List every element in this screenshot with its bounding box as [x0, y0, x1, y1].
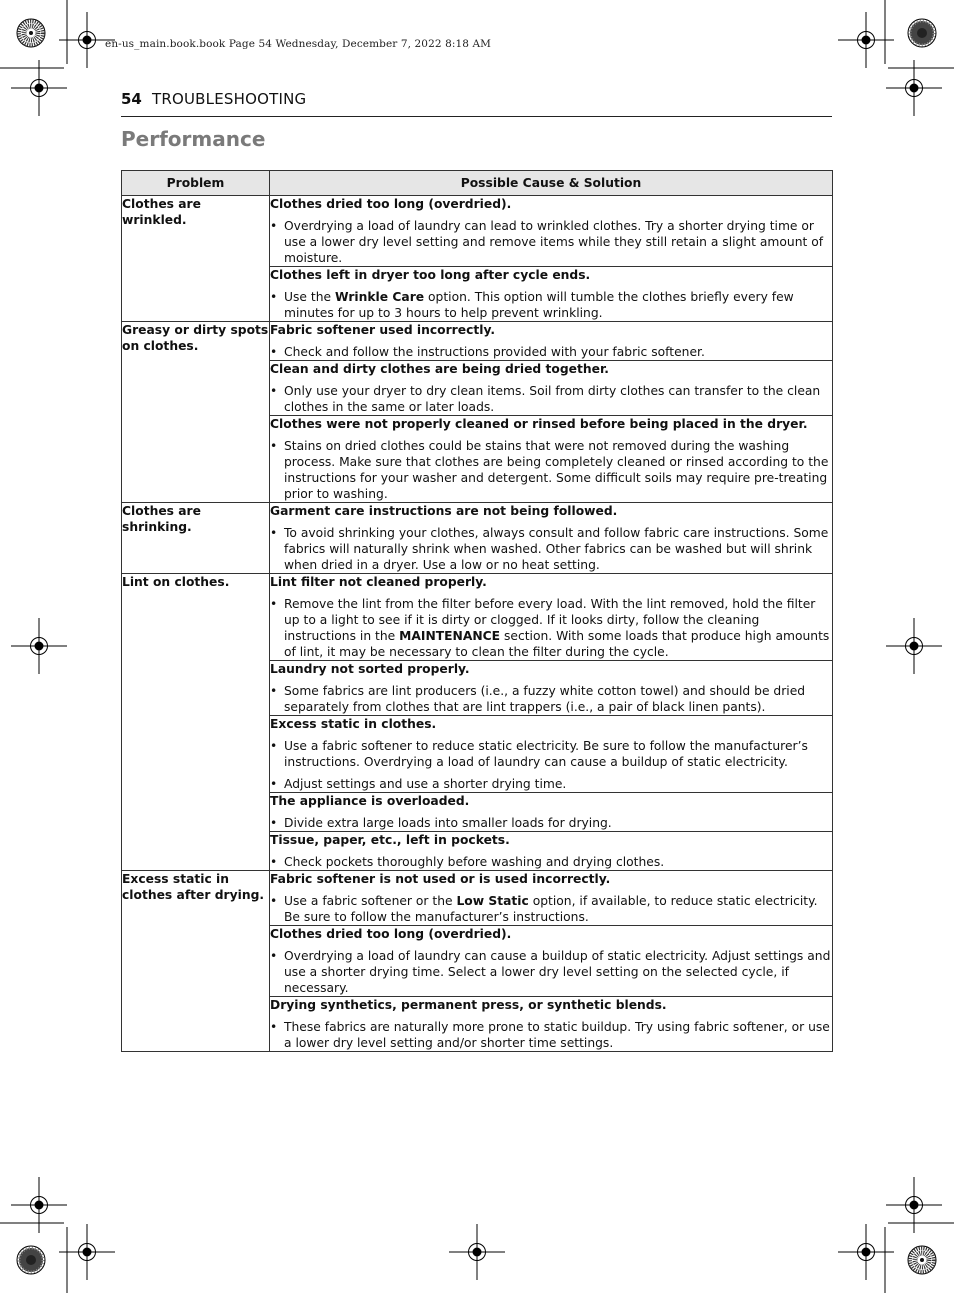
- cause-title: Clean and dirty clothes are being dried together.: [270, 362, 609, 376]
- solution-text: Stains on dried clothes could be stains that were not removed during the washing process. Make sure that clothes are being completely cleaned or rinsed according to the instructions for your washer and detergent. Some difficult soils may require pre-treating prior to washing.: [284, 439, 829, 501]
- cause-cell: [270, 322, 833, 361]
- column-header-cause: Possible Cause & Solution: [270, 171, 833, 196]
- cause-title: Clothes dried too long (overdried).: [270, 927, 512, 941]
- solution-text: section. With some loads that produce high amounts of lint, it may be necessary to clean the filter during the cycle.: [284, 629, 830, 659]
- cause-cell: [270, 716, 833, 793]
- bullet-icon: •: [270, 345, 278, 359]
- section-title: TROUBLESHOOTING: [152, 90, 307, 108]
- solution-item: [270, 776, 832, 792]
- bullet-icon: •: [270, 949, 278, 963]
- column-header-problem: Problem: [122, 171, 270, 196]
- bullet-icon: •: [270, 384, 278, 398]
- solution-text: These fabrics are naturally more prone to static buildup. Try using fabric softener, or use a lower dry level setting and/or shorter time settings.: [284, 1020, 830, 1050]
- solution-list: [270, 854, 832, 870]
- solution-item: [270, 948, 832, 996]
- cause-cell: [270, 832, 833, 871]
- bullet-icon: •: [270, 219, 278, 233]
- cause-cell: [270, 871, 833, 926]
- page-title: Performance: [121, 127, 266, 151]
- troubleshooting-table: [121, 170, 833, 1052]
- solution-text: Use a fabric softener to reduce static electricity. Be sure to follow the manufacturer’s instructions. Overdrying a load of laundry can cause a buildup of static electricity.: [284, 739, 808, 769]
- table-body: [122, 196, 833, 1052]
- solution-list: [270, 893, 832, 925]
- cause-title: Lint filter not cleaned properly.: [270, 575, 487, 589]
- option-name: Wrinkle Care: [334, 290, 425, 304]
- cause-title: Garment care instructions are not being followed.: [270, 504, 618, 518]
- solution-text: Use a fabric softener or the: [284, 894, 457, 908]
- bullet-icon: •: [270, 816, 278, 830]
- solution-list: [270, 289, 832, 321]
- bullet-icon: •: [270, 290, 278, 304]
- problem-cell: Clothes are wrinkled.: [122, 196, 270, 322]
- solution-item: [270, 815, 832, 831]
- cause-cell: [270, 926, 833, 997]
- solution-item: [270, 1019, 832, 1051]
- cause-title: Tissue, paper, etc., left in pockets.: [270, 833, 510, 847]
- solution-item: [270, 218, 832, 266]
- solution-list: [270, 1019, 832, 1051]
- solution-item: [270, 383, 832, 415]
- solution-item: [270, 438, 832, 502]
- problem-cell: Clothes are shrinking.: [122, 503, 270, 574]
- solution-list: [270, 525, 832, 573]
- solution-text: Overdrying a load of laundry can cause a buildup of static electricity. Adjust settings and use a shorter drying time. Select a lower dry level setting on the selected cycle, if necessary.: [284, 949, 831, 995]
- solution-item: [270, 683, 832, 715]
- cause-cell: [270, 793, 833, 832]
- bullet-icon: •: [270, 439, 278, 453]
- table-row: [122, 871, 833, 926]
- table-header-row: [122, 171, 833, 196]
- bullet-icon: •: [270, 1020, 278, 1034]
- table-row: [122, 574, 833, 661]
- solution-item: [270, 738, 832, 770]
- cause-title: Drying synthetics, permanent press, or synthetic blends.: [270, 998, 667, 1012]
- bullet-icon: •: [270, 777, 278, 791]
- cause-title: Laundry not sorted properly.: [270, 662, 470, 676]
- solution-text: Only use your dryer to dry clean items. Soil from dirty clothes can transfer to the clean clothes in the same or later loads.: [284, 384, 821, 414]
- table-row: [122, 196, 833, 267]
- cause-cell: [270, 574, 833, 661]
- cause-title: Fabric softener used incorrectly.: [270, 323, 496, 337]
- solution-list: [270, 738, 832, 792]
- solution-list: [270, 683, 832, 715]
- cause-cell: [270, 267, 833, 322]
- print-job-info: en-us_main.book.book Page 54 Wednesday, December 7, 2022 8:18 AM: [105, 38, 492, 50]
- cause-title: Clothes were not properly cleaned or rinsed before being placed in the dryer.: [270, 417, 808, 431]
- option-name: Low Static: [456, 894, 529, 908]
- solution-list: [270, 383, 832, 415]
- solution-item: [270, 289, 832, 321]
- cause-title: The appliance is overloaded.: [270, 794, 470, 808]
- bullet-icon: •: [270, 684, 278, 698]
- bullet-icon: •: [270, 894, 278, 908]
- solution-item: [270, 344, 832, 360]
- solution-list: [270, 815, 832, 831]
- solution-text: To avoid shrinking your clothes, always consult and follow fabric care instructions. Some fabrics will naturally shrink when washed. Other fabrics can be washed but will shrink when dried in a dryer. Use a low or no heat setting.: [284, 526, 829, 572]
- bullet-icon: •: [270, 597, 278, 611]
- solution-text: Overdrying a load of laundry can lead to wrinkled clothes. Try a shorter drying time or use a lower dry level setting and remove items while they still retain a slight amount of moisture.: [284, 219, 824, 265]
- solution-text: Adjust settings and use a shorter drying time.: [284, 777, 567, 791]
- solution-item: [270, 854, 832, 870]
- cause-title: Clothes left in dryer too long after cycle ends.: [270, 268, 591, 282]
- table-row: [122, 322, 833, 361]
- bullet-icon: •: [270, 526, 278, 540]
- cause-title: Clothes dried too long (overdried).: [270, 197, 512, 211]
- solution-list: [270, 596, 832, 660]
- solution-text: Check and follow the instructions provided with your fabric softener.: [284, 345, 705, 359]
- page-header: [121, 88, 832, 117]
- solution-list: [270, 948, 832, 996]
- solution-list: [270, 438, 832, 502]
- solution-item: [270, 596, 832, 660]
- cause-title: Excess static in clothes.: [270, 717, 437, 731]
- solution-list: [270, 344, 832, 360]
- cause-cell: [270, 196, 833, 267]
- cause-cell: [270, 361, 833, 416]
- solution-item: [270, 893, 832, 925]
- cause-cell: [270, 416, 833, 503]
- table-row: [122, 503, 833, 574]
- solution-text: option. This option will tumble the clothes briefly every few minutes for up to 3 hours to help prevent wrinkling.: [284, 290, 794, 320]
- cause-cell: [270, 503, 833, 574]
- option-name: MAINTENANCE: [399, 629, 501, 643]
- problem-cell: Excess static in clothes after drying.: [122, 871, 270, 1052]
- problem-cell: Greasy or dirty spots on clothes.: [122, 322, 270, 503]
- cause-title: Fabric softener is not used or is used incorrectly.: [270, 872, 611, 886]
- page-number: 54: [121, 90, 142, 108]
- bullet-icon: •: [270, 855, 278, 869]
- solution-text: Some fabrics are lint producers (i.e., a fuzzy white cotton towel) and should be dried separately from clothes that are lint trappers (i.e., a pair of black linen pants).: [284, 684, 806, 714]
- cause-cell: [270, 661, 833, 716]
- solution-list: [270, 218, 832, 266]
- cause-cell: [270, 997, 833, 1052]
- solution-text: Use the: [284, 290, 335, 304]
- solution-text: Divide extra large loads into smaller loads for drying.: [284, 816, 612, 830]
- bullet-icon: •: [270, 739, 278, 753]
- solution-text: option, if available, to reduce static electricity. Be sure to follow the manufacturer’s instructions.: [284, 894, 818, 924]
- problem-cell: Lint on clothes.: [122, 574, 270, 871]
- solution-text: Check pockets thoroughly before washing and drying clothes.: [284, 855, 665, 869]
- solution-text: Remove the lint from the filter before every load. With the lint removed, hold the filter up to a light to see if it is dirty or clogged. If it looks dirty, follow the cleaning instructions in the: [284, 597, 816, 643]
- solution-item: [270, 525, 832, 573]
